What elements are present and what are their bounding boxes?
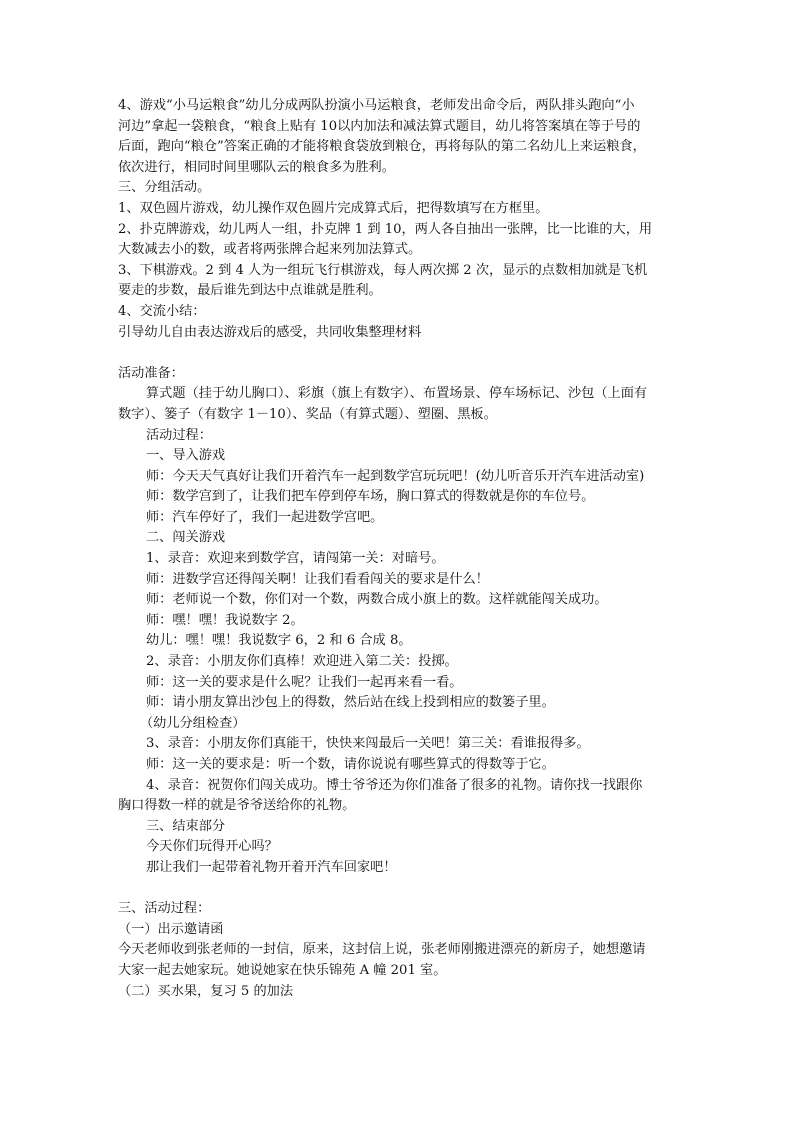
- dialogue-line: 师：这一关的要求是什么呢？让我们一起再来看一看。: [146, 674, 463, 690]
- step-text: 大家一起去她家玩。她说她家在快乐锦苑 A 幢 201 室。: [118, 962, 447, 978]
- dialogue-line: 幼儿：嘿！嘿！我说数字 6，2 和 6 合成 8。: [146, 633, 412, 649]
- dialogue-line: 1、录音：欢迎来到数学宫，请闯第一关：对暗号。: [146, 551, 445, 567]
- check-note: （幼儿分组检查）: [140, 715, 246, 731]
- dialogue-line: 今天你们玩得开心吗？: [146, 839, 278, 855]
- text-line: 河边”拿起一袋粮食，“粮食上贴有 10以内加法和减法算式题目，幼儿将答案填在等于号的: [118, 118, 641, 134]
- summary-text: 引导幼儿自由表达游戏后的感受，共同收集整理材料: [118, 324, 422, 340]
- step-heading: （二）买水果，复习 5 的加法: [118, 983, 294, 999]
- dialogue-line: 师：数学宫到了，让我们把车停到停车场，胸口算式的得数就是你的车位号。: [146, 489, 595, 505]
- activity-process-heading: 三、活动过程：: [118, 901, 211, 917]
- dialogue-line: 4、录音：祝贺你们闯关成功。博士爷爷还为你们准备了很多的礼物。请你找一找跟你: [146, 777, 643, 793]
- group-activity-heading: 三、分组活动。: [118, 180, 211, 196]
- ending-heading: 三、结束部分: [146, 818, 226, 834]
- text-line: 依次进行，相同时间里哪队云的粮食多为胜利。: [118, 159, 395, 175]
- blank-line: [118, 879, 678, 900]
- dialogue-line: 2、录音：小朋友你们真棒！欢迎进入第二关：投掷。: [146, 654, 458, 670]
- dialogue-line: 那让我们一起带着礼物开着开汽车回家吧！: [146, 859, 397, 875]
- dialogue-line: 师：请小朋友算出沙包上的得数，然后站在线上投到相应的数篓子里。: [146, 695, 555, 711]
- dialogue-line: 师：老师说一个数，你们对一个数，两数合成小旗上的数。这样就能闯关成功。: [146, 592, 608, 608]
- dialogue-line: 师：进数学宫还得闯关啊！让我们看看闯关的要求是什么！: [146, 571, 489, 587]
- text-line: 4、游戏“小马运粮食”幼儿分成两队扮演小马运粮食，老师发出命令后，两队排头跑向“小: [118, 98, 635, 113]
- list-item: 1、双色圆片游戏，幼儿操作双色圆片完成算式后，把得数填写在方框里。: [118, 200, 549, 216]
- summary-heading: 4、交流小结：: [118, 303, 206, 319]
- process-heading: 活动过程：: [146, 427, 212, 443]
- dialogue-line: 师：这一关的要求是：听一个数，请你说说有哪些算式的得数等于它。: [146, 757, 555, 772]
- dialogue-line: 3、录音：小朋友你们真能干，快快来闯最后一关吧！第三关：看谁报得多。: [146, 736, 590, 752]
- dialogue-line: 胸口得数一样的就是爷爷送给你的礼物。: [118, 798, 356, 814]
- list-item: 大数减去小的数，或者将两张牌合起来列加法算式。: [118, 242, 422, 258]
- blank-line: [118, 343, 678, 364]
- list-item: 2、扑克牌游戏，幼儿两人一组，扑克牌 1 到 10，两人各自抽出一张牌，比一比谁的大，用: [118, 221, 653, 237]
- preparation-text: 算式题（挂于幼儿胸口）、彩旗（旗上有数字）、布置场景、停车场标记、沙包（上面有: [146, 386, 648, 402]
- levels-heading: 二、闯关游戏: [146, 530, 226, 546]
- dialogue-line: 师：汽车停好了，我们一起进数学宫吧。: [146, 509, 384, 525]
- dialogue-line: 师：今天天气真好让我们开着汽车一起到数学宫玩玩吧！(幼儿听音乐开汽车进活动室): [146, 468, 645, 484]
- document-page: [118, 96, 678, 1002]
- group-activity-list: [118, 199, 678, 302]
- dialogue-line: 师：嘿！嘿！我说数字 2。: [146, 612, 304, 628]
- game4-paragraph: [118, 96, 678, 178]
- text-line: 后面，跑向“粮仓”答案正确的才能将粮食袋放到粮仓，再将每队的第二名幼儿上来运粮食，: [118, 139, 646, 155]
- step-text: 今天老师收到张老师的一封信，原来，这封信上说，张老师刚搬进漂亮的新房子，她想邀请: [118, 942, 646, 958]
- step-heading: （一）出示邀请函: [118, 921, 224, 937]
- intro-heading: 一、导入游戏: [146, 448, 226, 464]
- preparation-heading: 活动准备：: [118, 365, 184, 381]
- preparation-text: 数字）、篓子（有数字 1－10）、奖品（有算式题）、塑圈、黑板。: [118, 406, 497, 422]
- list-item: 要走的步数，最后谁先到达中点谁就是胜利。: [118, 283, 382, 299]
- list-item: 3、下棋游戏。2 到 4 人为一组玩飞行棋游戏，每人两次掷 2 次，显示的点数相加就是飞机: [118, 262, 648, 278]
